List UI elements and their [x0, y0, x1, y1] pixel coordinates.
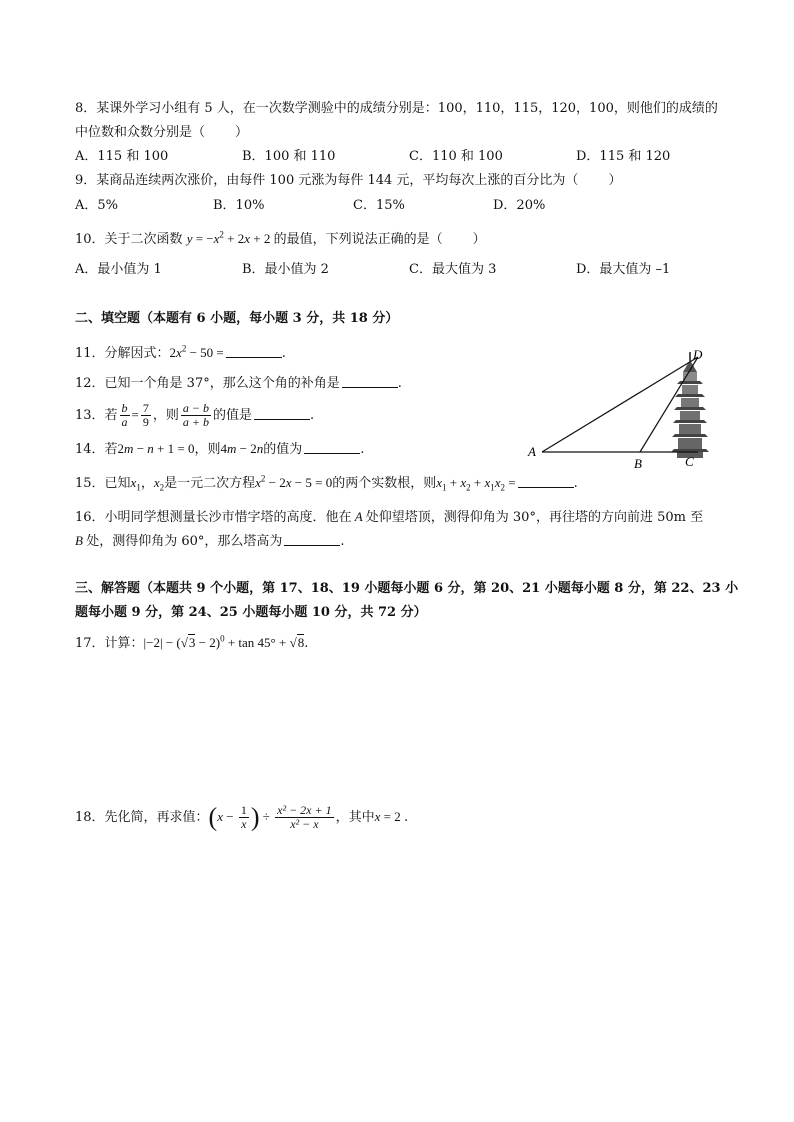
q15-end: . — [573, 476, 578, 491]
q9-option-d: D．20% — [493, 198, 546, 213]
q11-answer-blank — [226, 345, 282, 358]
q8-option-b: B．100 和 110 — [242, 149, 336, 164]
q10-text: 10．关于二次函数 $y = -x^2 + 2x + 2$ 的最值，下列说法正确的是（ ） — [75, 229, 486, 247]
q8-option-c: C．110 和 100 — [409, 149, 503, 164]
q10-paren-close: ） — [472, 232, 486, 247]
q17-end: . — [304, 636, 309, 651]
q16-text-line1: 16．小明同学想测量长沙市惜字塔的高度．他在 A 处仰望塔顶，测得仰角为 30°，再往塔的方向前进 50m 至 — [75, 509, 704, 525]
q9-option-a: A．5% — [75, 198, 119, 213]
q15-pre: 15．已知 — [75, 476, 131, 491]
q10-pre: 10．关于二次函数 — [75, 232, 183, 247]
q13-mid: ，则 — [152, 408, 179, 423]
q8-option-d: D．115 和 120 — [576, 149, 671, 164]
q16-line1-b: 处仰望塔顶，测得仰角为 30°，再往塔的方向前进 50m 至 — [365, 510, 704, 525]
q10-option-b: B．最小值为 2 — [242, 262, 329, 277]
q16-answer-blank — [284, 533, 340, 546]
q10-formula: y — [186, 231, 193, 246]
q18-fraction-expr: $\frac{\text{x² − 2x + 1}}{\text{x² − x}}$ — [277, 803, 332, 831]
q8-text-line2 — [75, 124, 248, 142]
q9-option-c: C．15% — [353, 198, 405, 213]
q18-mid: ，其中 — [335, 810, 375, 825]
tower-illustration — [671, 352, 709, 458]
q10-option-a: A．最小值为 1 — [75, 262, 162, 277]
q17-text: 17．计算：$|-2| - (√3 - 2)^0 + \tan 45^\circ + √8$. — [75, 633, 309, 651]
q12-answer-blank — [342, 375, 398, 388]
point-label-b: B — [634, 456, 642, 471]
q13-fraction-b-over-a: $\frac{b}{a}$ — [121, 401, 128, 429]
q16-end: . — [340, 534, 345, 549]
q14-post: 的值为 — [263, 442, 303, 457]
section-3-heading-line2: 题每小题 9 分，第 24、25 小题每小题 10 分，共 72 分） — [75, 605, 427, 620]
point-label-c: C — [685, 454, 694, 469]
q18-fraction-1-over-x: $\frac{1}{x}$ — [240, 803, 247, 831]
q11-text: 11．分解因式：$2x^2 - 50$ = . — [75, 343, 286, 361]
section-3-heading-line1: 三、解答题（本题共 9 个小题，第 17、18、19 小题每小题 6 分，第 20、21 小题每小题 8 分，第 22、23 小 — [75, 581, 739, 596]
q13-post: 的值是 — [213, 408, 253, 423]
q13-end: . — [310, 408, 315, 423]
q13-fraction-7-over-9: $\frac{7}{9}$ — [142, 401, 149, 429]
q15-text: 15．已知$x_1$，$x_2$是一元二次方程$x^2 - 2x - 5 = 0$的两个实数根，则$x_1 + x_2 + x_1x_2$ = . — [75, 473, 578, 493]
q14-text: 14．若2m − n + 1 = 0，则4m − 2n的值为 . — [75, 441, 365, 457]
q9-option-b: B．10% — [213, 198, 265, 213]
q8-paren-close: ） — [235, 125, 249, 140]
q10-option-c: C．最大值为 3 — [409, 262, 497, 277]
q8-text-line1: 8．某课外学习小组有 5 人，在一次数学测验中的成绩分别是：100，110，115，120，100，则他们的成绩的 — [75, 101, 718, 116]
q11-end: . — [281, 346, 286, 361]
q13-text: 13．若 $\frac{b}{a}$ = $\frac{7}{9}$ ，则 $\frac{a - b}{a + b}$ 的值是 . — [75, 401, 315, 429]
q18-text: 18．先化简，再求值：(x − $\frac{1}{x}$ ) ÷ $\frac{\text{x² − 2x + 1}}{\text{x² − x}}$ ，其中x = 2 . — [75, 802, 409, 832]
q18-pre: 18．先化简，再求值： — [75, 810, 209, 825]
q15-answer-blank — [518, 475, 574, 488]
q15-post: 的两个实数根，则 — [332, 476, 437, 491]
q10-post: 的最值，下列说法正确的是（ — [273, 232, 443, 247]
q13-fraction-expr: $\frac{a - b}{a + b}$ — [182, 401, 210, 429]
q13-pre: 13．若 — [75, 408, 118, 423]
q18-end: . — [404, 810, 409, 825]
q16-text-line2: B 处，测得仰角为 60°，那么塔高为 . — [75, 533, 345, 549]
q9-stem: 9．某商品连续两次涨价，由每件 100 元涨为每件 144 元，平均每次上涨的百分比为（ — [75, 173, 579, 188]
q8-stem-end: 中位数和众数分别是（ — [75, 125, 206, 140]
tower-triangle-figure — [520, 342, 720, 472]
point-label-d: D — [693, 347, 703, 362]
q13-answer-blank — [254, 407, 310, 420]
q12-stem: 12．已知一个角是 37°，那么这个角的补角是 — [75, 376, 340, 391]
q11-pre: 11．分解因式： — [75, 346, 170, 361]
q16-line1-a: 16．小明同学想测量长沙市惜字塔的高度．他在 — [75, 510, 352, 525]
q12-end: . — [397, 376, 402, 391]
q14-pre: 14．若 — [75, 442, 118, 457]
q10-option-d: D．最大值为 –1 — [576, 262, 671, 277]
point-label-a: A — [528, 444, 536, 459]
section-2-heading: 二、填空题（本题有 6 小题，每小题 3 分，共 18 分） — [75, 311, 399, 326]
q8-option-a: A．115 和 100 — [75, 149, 169, 164]
q9-paren-close: ） — [608, 173, 622, 188]
q14-end: . — [360, 442, 365, 457]
q9-text — [75, 172, 621, 190]
q15-mid: 是一元二次方程 — [164, 476, 256, 491]
triangle-lines — [542, 357, 698, 452]
q17-pre: 17．计算： — [75, 636, 144, 651]
q12-text — [75, 375, 402, 393]
q14-answer-blank — [304, 441, 360, 454]
q14-mid: ，则 — [194, 442, 221, 457]
q16-line2-a: 处，测得仰角为 60°，那么塔高为 — [86, 534, 283, 549]
